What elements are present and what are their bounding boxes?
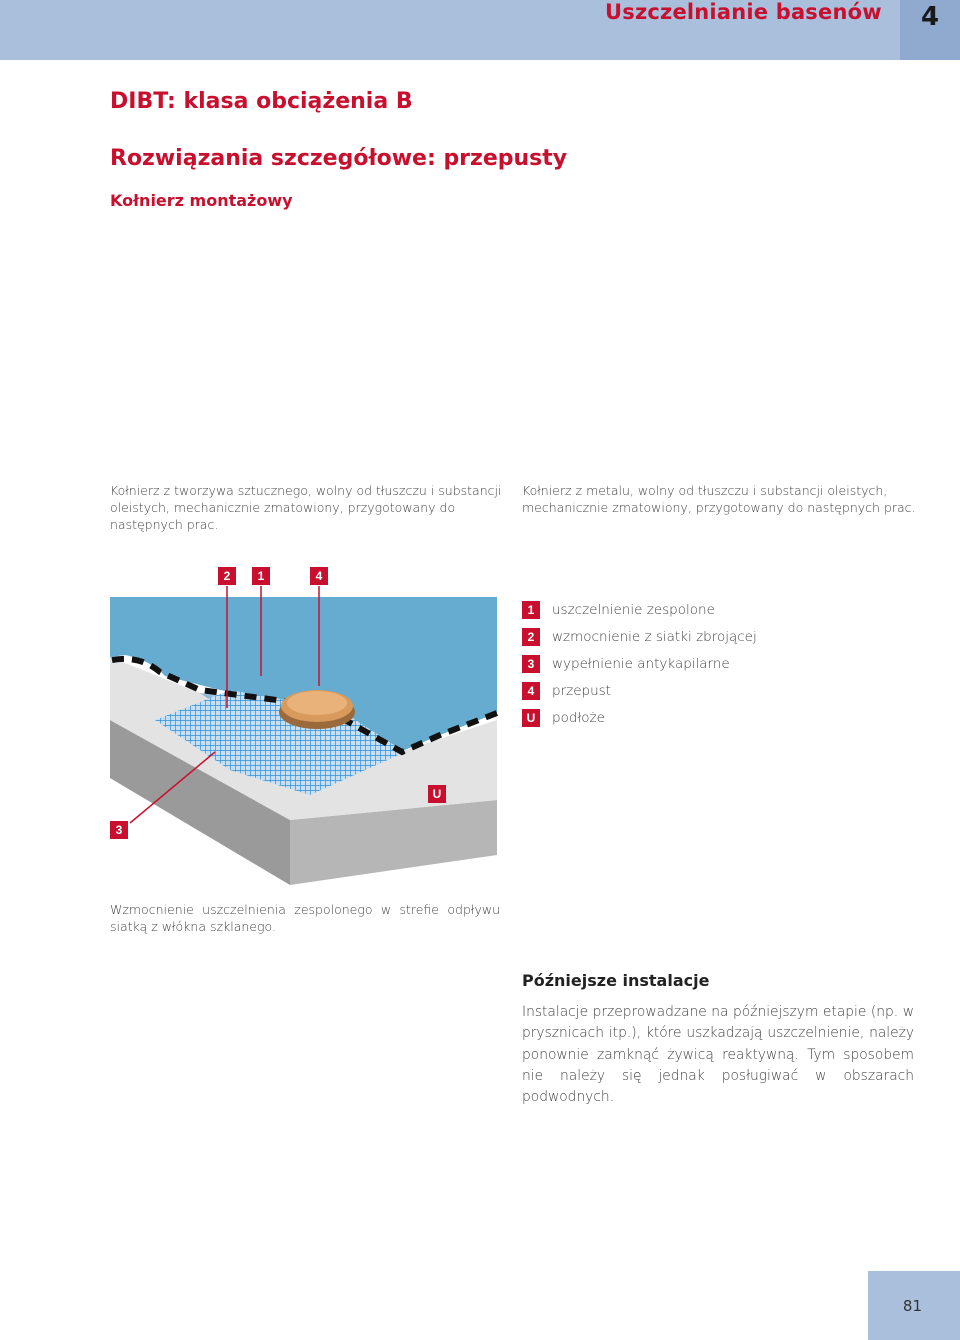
legend-label: uszczelnienie zespolone — [552, 601, 715, 618]
later-installations-title: Późniejsze instalacje — [522, 971, 710, 990]
figure-legend — [522, 596, 842, 731]
legend-key: 1 — [522, 601, 540, 619]
chapter-title: Uszczelnianie basenów — [605, 0, 882, 24]
legend-item — [522, 704, 842, 731]
legend-key: 4 — [522, 682, 540, 700]
legend-label: wzmocnienie z siatki zbrojącej — [552, 628, 757, 645]
caption-metal-flange: Kołnierz z metalu, wolny od tłuszczu i substancji oleistych, mechanicznie zmatowiony, przygotowany do następnych prac. — [522, 483, 916, 515]
legend-key: 2 — [522, 628, 540, 646]
legend-item — [522, 596, 842, 623]
legend-item — [522, 650, 842, 677]
figure-marker-2: 2 — [218, 567, 236, 585]
chapter-number: 4 — [920, 2, 940, 32]
page-number: 81 — [902, 1297, 922, 1315]
legend-item — [522, 623, 842, 650]
legend-label: przepust — [552, 682, 611, 699]
legend-label: wypełnienie antykapilarne — [552, 655, 730, 672]
heading-load-class: DIBT: klasa obciążenia B — [110, 89, 413, 114]
legend-key: 3 — [522, 655, 540, 673]
figure-marker-4: 4 — [310, 567, 328, 585]
figure-marker-U: U — [428, 785, 446, 803]
legend-label: podłoże — [552, 709, 605, 726]
legend-item — [522, 677, 842, 704]
heading-detail-solutions: Rozwiązania szczegółowe: przepusty — [110, 146, 568, 171]
figure-marker-3: 3 — [110, 821, 128, 839]
legend-key: U — [522, 709, 540, 727]
figure-caption: Wzmocnienie uszczelnienia zespolonego w strefie odpływu siatką z włókna szklanego. — [110, 902, 500, 934]
later-installations-text: Instalacje przeprowadzane na późniejszym etapie (np. w prysznicach itp.), które uszkadzają uszczelnienie, należy ponownie zamknąć żywicą reaktywną. Tym sposobem nie należy się jednak posługiwać w obszarach podwodnych. — [522, 1004, 914, 1106]
page-number-box — [868, 1271, 960, 1340]
heading-mounting-flange: Kołnierz montażowy — [110, 191, 293, 210]
figure-marker-1: 1 — [252, 567, 270, 585]
caption-plastic-flange: Kołnierz z tworzywa sztucznego, wolny od tłuszczu i substancji oleistych, mechanicznie zmatowiony, przygotowany do następnych prac. — [110, 483, 502, 532]
